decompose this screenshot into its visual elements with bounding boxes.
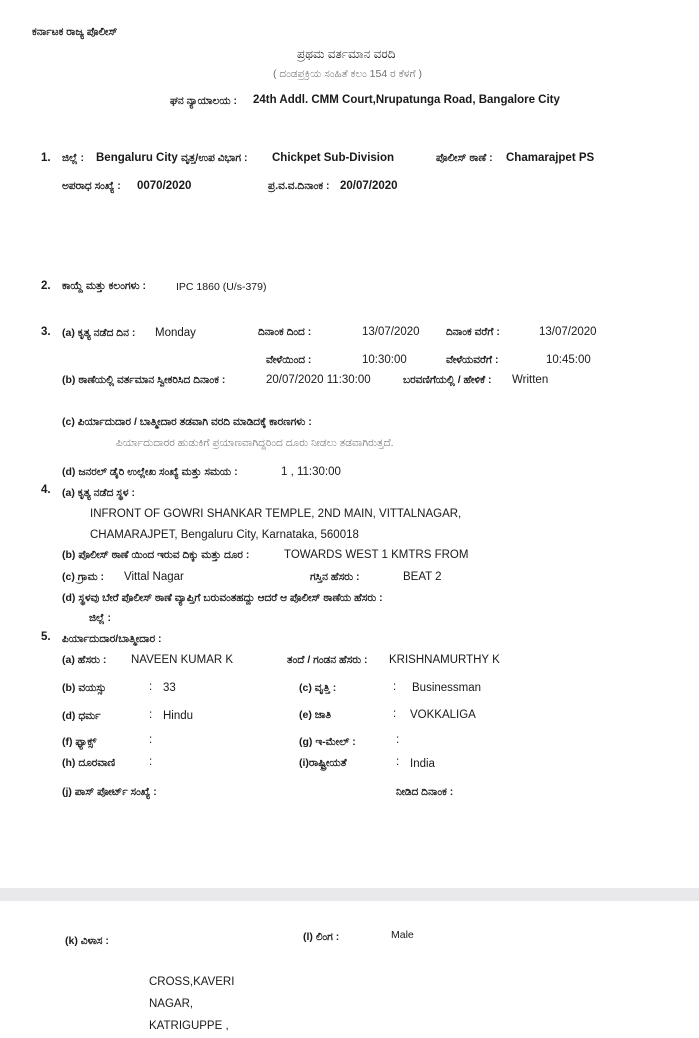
crime-number-value: 0070/2020 <box>137 180 192 192</box>
info-received-value: 20/07/2020 11:30:00 <box>266 374 371 386</box>
nationality-label: (i)ರಾಷ್ಟ್ರೀಯತೆ <box>299 757 347 769</box>
subdivision-label: ವೃತ್ತ/ಉಪ ವಿಭಾಗ : <box>181 152 248 164</box>
religion-label: (d) ಧರ್ಮ <box>62 710 101 722</box>
delay-reason-label: (c) ಪಿರ್ಯಾದುದಾರ / ಬಾತ್ಮೀದಾರ ತಡವಾಗಿ ವರದಿ ಮಾಡಿದಕ್ಕೆ ಕಾರಣಗಳು : <box>62 416 312 428</box>
fax-colon: : <box>149 734 153 746</box>
caste-label: (e) ಜಾತಿ <box>299 709 332 721</box>
nationality-colon: : <box>396 756 400 768</box>
acts-label: ಕಾಯ್ದೆ ಮತ್ತು ಕಲಂಗಳು : <box>62 280 146 292</box>
place-address-line-2: CHAMARAJPET, Bengaluru City, Karnataka, 560018 <box>90 529 359 541</box>
department-name: ಕರ್ನಾಟಕ ರಾಜ್ಯ ಪೊಲೀಸ್ <box>32 26 118 38</box>
district-value: Bengaluru City <box>96 152 178 164</box>
email-label: (g) ಇ-ಮೇಲ್ : <box>299 736 356 748</box>
village-label: (c) ಗ್ರಾಮ : <box>62 571 104 583</box>
police-station-value: Chamarajpet PS <box>506 152 595 164</box>
father-husband-value: KRISHNAMURTHY K <box>389 654 500 666</box>
religion-value: Hindu <box>163 710 194 722</box>
gd-reference-value: 1 , 11:30:00 <box>281 466 341 478</box>
fax-label: (f) ಫ್ಯಾಕ್ಸ್ <box>62 736 97 748</box>
date-from-value: 13/07/2020 <box>362 326 420 338</box>
court-value: 24th Addl. CMM Court,Nrupatunga Road, Bangalore City <box>253 94 560 106</box>
nationality-value: India <box>410 758 435 770</box>
passport-issue-date-label: ನೀಡಿದ ದಿನಾಂಕ : <box>396 786 454 798</box>
beat-name-value: BEAT 2 <box>403 571 442 583</box>
address-line-2: NAGAR, <box>149 998 194 1010</box>
address-line-3: KATRIGUPPE , <box>149 1020 229 1032</box>
direction-distance-value: TOWARDS WEST 1 KMTRS FROM <box>284 549 469 561</box>
caste-colon: : <box>393 708 397 720</box>
report-mode-label: ಬರವಣಿಗೆಯಲ್ಲಿ / ಹೇಳಿಕೆ : <box>403 374 492 386</box>
caste-value: VOKKALIGA <box>410 709 476 721</box>
time-to-label: ವೇಳೆಯವರೆಗೆ : <box>446 354 499 366</box>
occupation-label: (c) ವೃತ್ತಿ : <box>299 682 337 694</box>
offence-day-value: Monday <box>155 327 196 339</box>
crime-number-label: ಅಪರಾಧ ಸಂಖ್ಯೆ : <box>62 180 121 192</box>
acts-value: IPC 1860 (U/s-379) <box>176 281 267 293</box>
section-2-number: 2. <box>41 280 51 292</box>
age-colon: : <box>149 681 153 693</box>
time-from-label: ವೇಳೆಯಿಂದ : <box>266 354 312 366</box>
fir-date-value: 20/07/2020 <box>340 180 398 192</box>
time-from-value: 10:30:00 <box>362 354 407 366</box>
document-subtitle: ( ದಂಡಪ್ರಕ್ರಿಯ ಸಂಹಿತೆ ಕಲಂ 154 ರ ಕೆಳಗೆ ) <box>273 68 422 80</box>
complainant-label: ಪಿರ್ಯಾದುದಾರ/ಬಾತ್ಮೀದಾರ : <box>62 633 162 645</box>
occupation-value: Businessman <box>412 682 482 694</box>
place-of-occurrence-label: (a) ಕೃತ್ಯ ನಡೆದ ಸ್ಥಳ : <box>62 487 136 499</box>
passport-number-label: (j) ಪಾಸ್ ಪೋರ್ಟ್ ಸಂಖ್ಯೆ : <box>62 786 157 798</box>
father-husband-label: ತಂದೆ / ಗಂಡನ ಹೆಸರು : <box>287 654 368 666</box>
district-label: ಜಿಲ್ಲೆ : <box>62 152 84 164</box>
subdivision-value: Chickpet Sub-Division <box>272 152 395 164</box>
address-label: (k) ವಿಳಾಸ : <box>65 935 109 947</box>
village-value: Vittal Nagar <box>124 571 184 583</box>
other-station-label: (d) ಸ್ಥಳವು ಬೇರೆ ಪೊಲೀಸ್ ಠಾಣೆ ವ್ಯಾಪ್ತಿಗೆ ಬರುವಂತಹದ್ದು ಆದರೆ ಆ ಪೊಲೀಸ್ ಠಾಣೆಯ ಹೆಸರು : <box>62 592 383 604</box>
fir-date-label: ಪ್ರ.ವ.ವ.ದಿನಾಂಕ : <box>268 180 330 192</box>
fir-page-2 <box>0 901 699 1038</box>
name-label: (a) ಹೆಸರು : <box>62 654 107 666</box>
email-colon: : <box>396 734 400 746</box>
phone-colon: : <box>149 756 153 768</box>
document-title: ಪ್ರಥಮ ವರ್ತಮಾನ ವರದಿ <box>297 47 396 61</box>
report-mode-value: Written <box>512 374 549 386</box>
other-station-district-label: ಜಿಲ್ಲೆ : <box>89 612 111 624</box>
court-label: ಘನ ನ್ಯಾಯಾಲಯ : <box>170 95 238 107</box>
address-line-1: CROSS,KAVERI <box>149 976 235 988</box>
religion-colon: : <box>149 709 153 721</box>
time-to-value: 10:45:00 <box>546 354 591 366</box>
date-from-label: ದಿನಾಂಕ ದಿಂದ : <box>258 326 312 338</box>
gender-label: (l) ಲಿಂಗ : <box>303 931 340 943</box>
occupation-colon: : <box>393 681 397 693</box>
age-label: (b) ವಯಸ್ಸು <box>62 682 107 694</box>
section-5-number: 5. <box>41 631 51 643</box>
gd-reference-label: (d) ಜನರಲ್ ಡೈರಿ ಉಲ್ಲೇಖ ಸಂಖ್ಯೆ ಮತ್ತು ಸಮಯ : <box>62 466 238 478</box>
date-to-value: 13/07/2020 <box>539 326 597 338</box>
section-1-number: 1. <box>41 152 51 164</box>
age-value: 33 <box>163 682 176 694</box>
place-address-line-1: INFRONT OF GOWRI SHANKAR TEMPLE, 2ND MAIN, VITTALNAGAR, <box>90 508 462 520</box>
gender-value: Male <box>391 929 414 941</box>
delay-reason-value: ಪಿರ್ಯಾದುದಾರರ ಹುಡುಕಿಗೆ ಪ್ರಯಾಣವಾಗಿದ್ದರಿಂದ ದೂರು ನೀಡಲು ತಡವಾಗಿರುತ್ತದೆ. <box>116 437 394 449</box>
section-4-number: 4. <box>41 484 51 496</box>
offence-day-label: (a) ಕೃತ್ಯ ನಡೆದ ದಿನ : <box>62 327 136 339</box>
police-station-label: ಪೊಲೀಸ್ ಠಾಣೆ : <box>436 152 493 164</box>
beat-name-label: ಗಸ್ತಿನ ಹೆಸರು : <box>310 571 360 583</box>
direction-distance-label: (b) ಪೊಲೀಸ್ ಠಾಣೆ ಯಿಂದ ಇರುವ ದಿಕ್ಕು ಮತ್ತು ದೂರ : <box>62 549 250 561</box>
section-3-number: 3. <box>41 326 51 338</box>
phone-label: (h) ದೂರವಾಣಿ <box>62 757 116 769</box>
name-value: NAVEEN KUMAR K <box>131 654 234 666</box>
info-received-label: (b) ಠಾಣೆಯಲ್ಲಿ ವರ್ತಮಾನ ಸ್ವೀಕರಿಸಿದ ದಿನಾಂಕ : <box>62 374 226 386</box>
date-to-label: ದಿನಾಂಕ ವರೆಗೆ : <box>446 326 500 338</box>
